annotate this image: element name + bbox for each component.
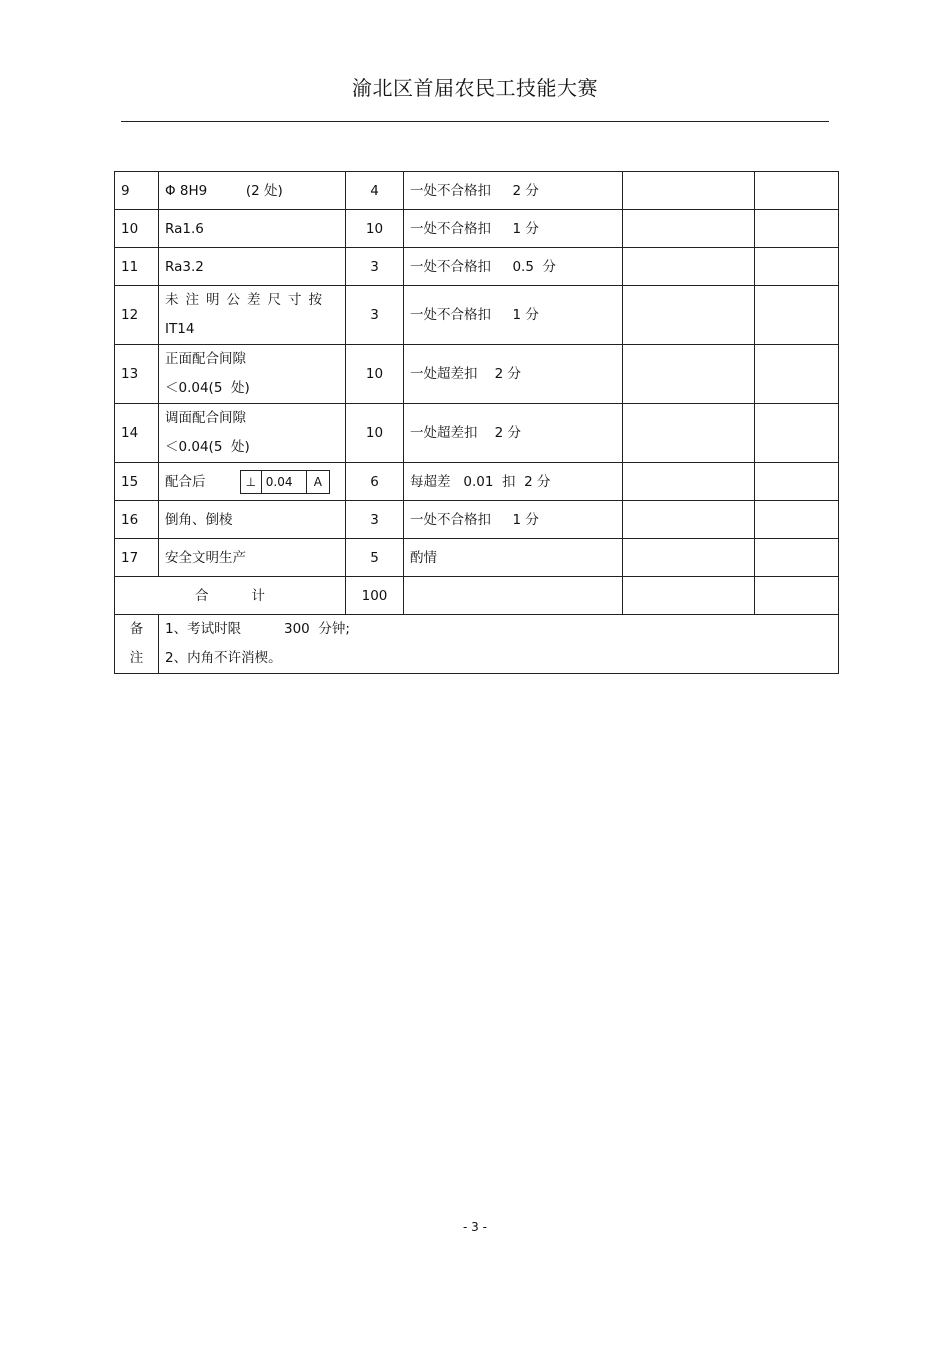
table-row bbox=[115, 463, 839, 501]
empty-cell bbox=[755, 286, 839, 345]
total-score: 100 bbox=[346, 577, 404, 615]
criteria-cell: 酌情 bbox=[404, 539, 623, 577]
criteria-cell: 一处不合格扣 1 分 bbox=[404, 210, 623, 248]
empty-cell bbox=[623, 210, 755, 248]
item-line: IT14 bbox=[165, 321, 195, 337]
table-row bbox=[115, 345, 839, 404]
perpendicularity-frame bbox=[240, 470, 330, 494]
empty-cell bbox=[623, 345, 755, 404]
item-label: 配合后 bbox=[165, 473, 206, 490]
empty-cell bbox=[404, 577, 623, 615]
item-cell: 安全文明生产 bbox=[159, 539, 346, 577]
score-cell: 10 bbox=[346, 210, 404, 248]
item-line: 正面配合间隙 bbox=[165, 351, 246, 367]
table-row bbox=[115, 172, 839, 210]
empty-cell bbox=[755, 248, 839, 286]
table-row bbox=[115, 248, 839, 286]
score-cell: 3 bbox=[346, 286, 404, 345]
remarks-label-line: 注 bbox=[129, 650, 144, 666]
table-row bbox=[115, 404, 839, 463]
row-number: 16 bbox=[115, 501, 159, 539]
row-number: 9 bbox=[115, 172, 159, 210]
table-row bbox=[115, 286, 839, 345]
row-number: 15 bbox=[115, 463, 159, 501]
item-cell: Ra1.6 bbox=[159, 210, 346, 248]
empty-cell bbox=[755, 577, 839, 615]
empty-cell bbox=[755, 404, 839, 463]
empty-cell bbox=[755, 501, 839, 539]
empty-cell bbox=[755, 210, 839, 248]
perpendicularity-icon: ⊥ bbox=[245, 474, 257, 489]
empty-cell bbox=[623, 501, 755, 539]
remarks-label-line: 备 bbox=[129, 621, 144, 637]
empty-cell bbox=[623, 577, 755, 615]
item-line: ＜0.04(5 处) bbox=[165, 380, 250, 396]
item-cell: Ra3.2 bbox=[159, 248, 346, 286]
empty-cell bbox=[623, 172, 755, 210]
item-cell bbox=[159, 345, 346, 404]
empty-cell bbox=[755, 539, 839, 577]
criteria-cell: 一处不合格扣 0.5 分 bbox=[404, 248, 623, 286]
page-header-title: 渝北区首届农民工技能大赛 bbox=[352, 76, 598, 100]
row-number: 14 bbox=[115, 404, 159, 463]
header-divider bbox=[121, 121, 829, 122]
empty-cell bbox=[623, 286, 755, 345]
score-cell: 3 bbox=[346, 501, 404, 539]
empty-cell bbox=[623, 248, 755, 286]
criteria-cell: 一处不合格扣 2 分 bbox=[404, 172, 623, 210]
criteria-cell: 一处超差扣 2 分 bbox=[404, 345, 623, 404]
item-cell: 倒角、倒棱 bbox=[159, 501, 346, 539]
total-row bbox=[115, 577, 839, 615]
empty-cell bbox=[755, 463, 839, 501]
score-cell: 3 bbox=[346, 248, 404, 286]
criteria-cell: 每超差 0.01 扣 2 分 bbox=[404, 463, 623, 501]
score-cell: 10 bbox=[346, 345, 404, 404]
row-number: 12 bbox=[115, 286, 159, 345]
score-cell: 10 bbox=[346, 404, 404, 463]
item-line: 未注明公差尺寸按 bbox=[165, 292, 329, 308]
row-number: 13 bbox=[115, 345, 159, 404]
item-cell bbox=[159, 463, 346, 501]
empty-cell bbox=[755, 172, 839, 210]
criteria-cell: 一处不合格扣 1 分 bbox=[404, 286, 623, 345]
item-line: ＜0.04(5 处) bbox=[165, 439, 250, 455]
remarks-label bbox=[115, 615, 159, 674]
item-cell: Φ 8H9 (2 处) bbox=[159, 172, 346, 210]
empty-cell bbox=[623, 404, 755, 463]
total-label: 合 计 bbox=[115, 577, 346, 615]
scoring-table bbox=[114, 171, 839, 674]
row-number: 17 bbox=[115, 539, 159, 577]
remark-line: 1、考试时限 300 分钟; bbox=[165, 621, 350, 637]
score-cell: 5 bbox=[346, 539, 404, 577]
criteria-cell: 一处超差扣 2 分 bbox=[404, 404, 623, 463]
item-cell bbox=[159, 286, 346, 345]
criteria-cell: 一处不合格扣 1 分 bbox=[404, 501, 623, 539]
empty-cell bbox=[755, 345, 839, 404]
row-number: 11 bbox=[115, 248, 159, 286]
item-cell bbox=[159, 404, 346, 463]
item-line: 调面配合间隙 bbox=[165, 410, 246, 426]
table-row bbox=[115, 501, 839, 539]
remark-line: 2、内角不许消楔。 bbox=[165, 650, 282, 666]
remarks-row bbox=[115, 615, 839, 674]
table-row bbox=[115, 539, 839, 577]
datum-label: A bbox=[306, 471, 329, 493]
score-cell: 6 bbox=[346, 463, 404, 501]
page-number: - 3 - bbox=[463, 1220, 487, 1234]
row-number: 10 bbox=[115, 210, 159, 248]
empty-cell bbox=[623, 463, 755, 501]
tolerance-value: 0.04 bbox=[261, 471, 306, 493]
score-cell: 4 bbox=[346, 172, 404, 210]
remarks-body bbox=[159, 615, 839, 674]
empty-cell bbox=[623, 539, 755, 577]
table-row bbox=[115, 210, 839, 248]
